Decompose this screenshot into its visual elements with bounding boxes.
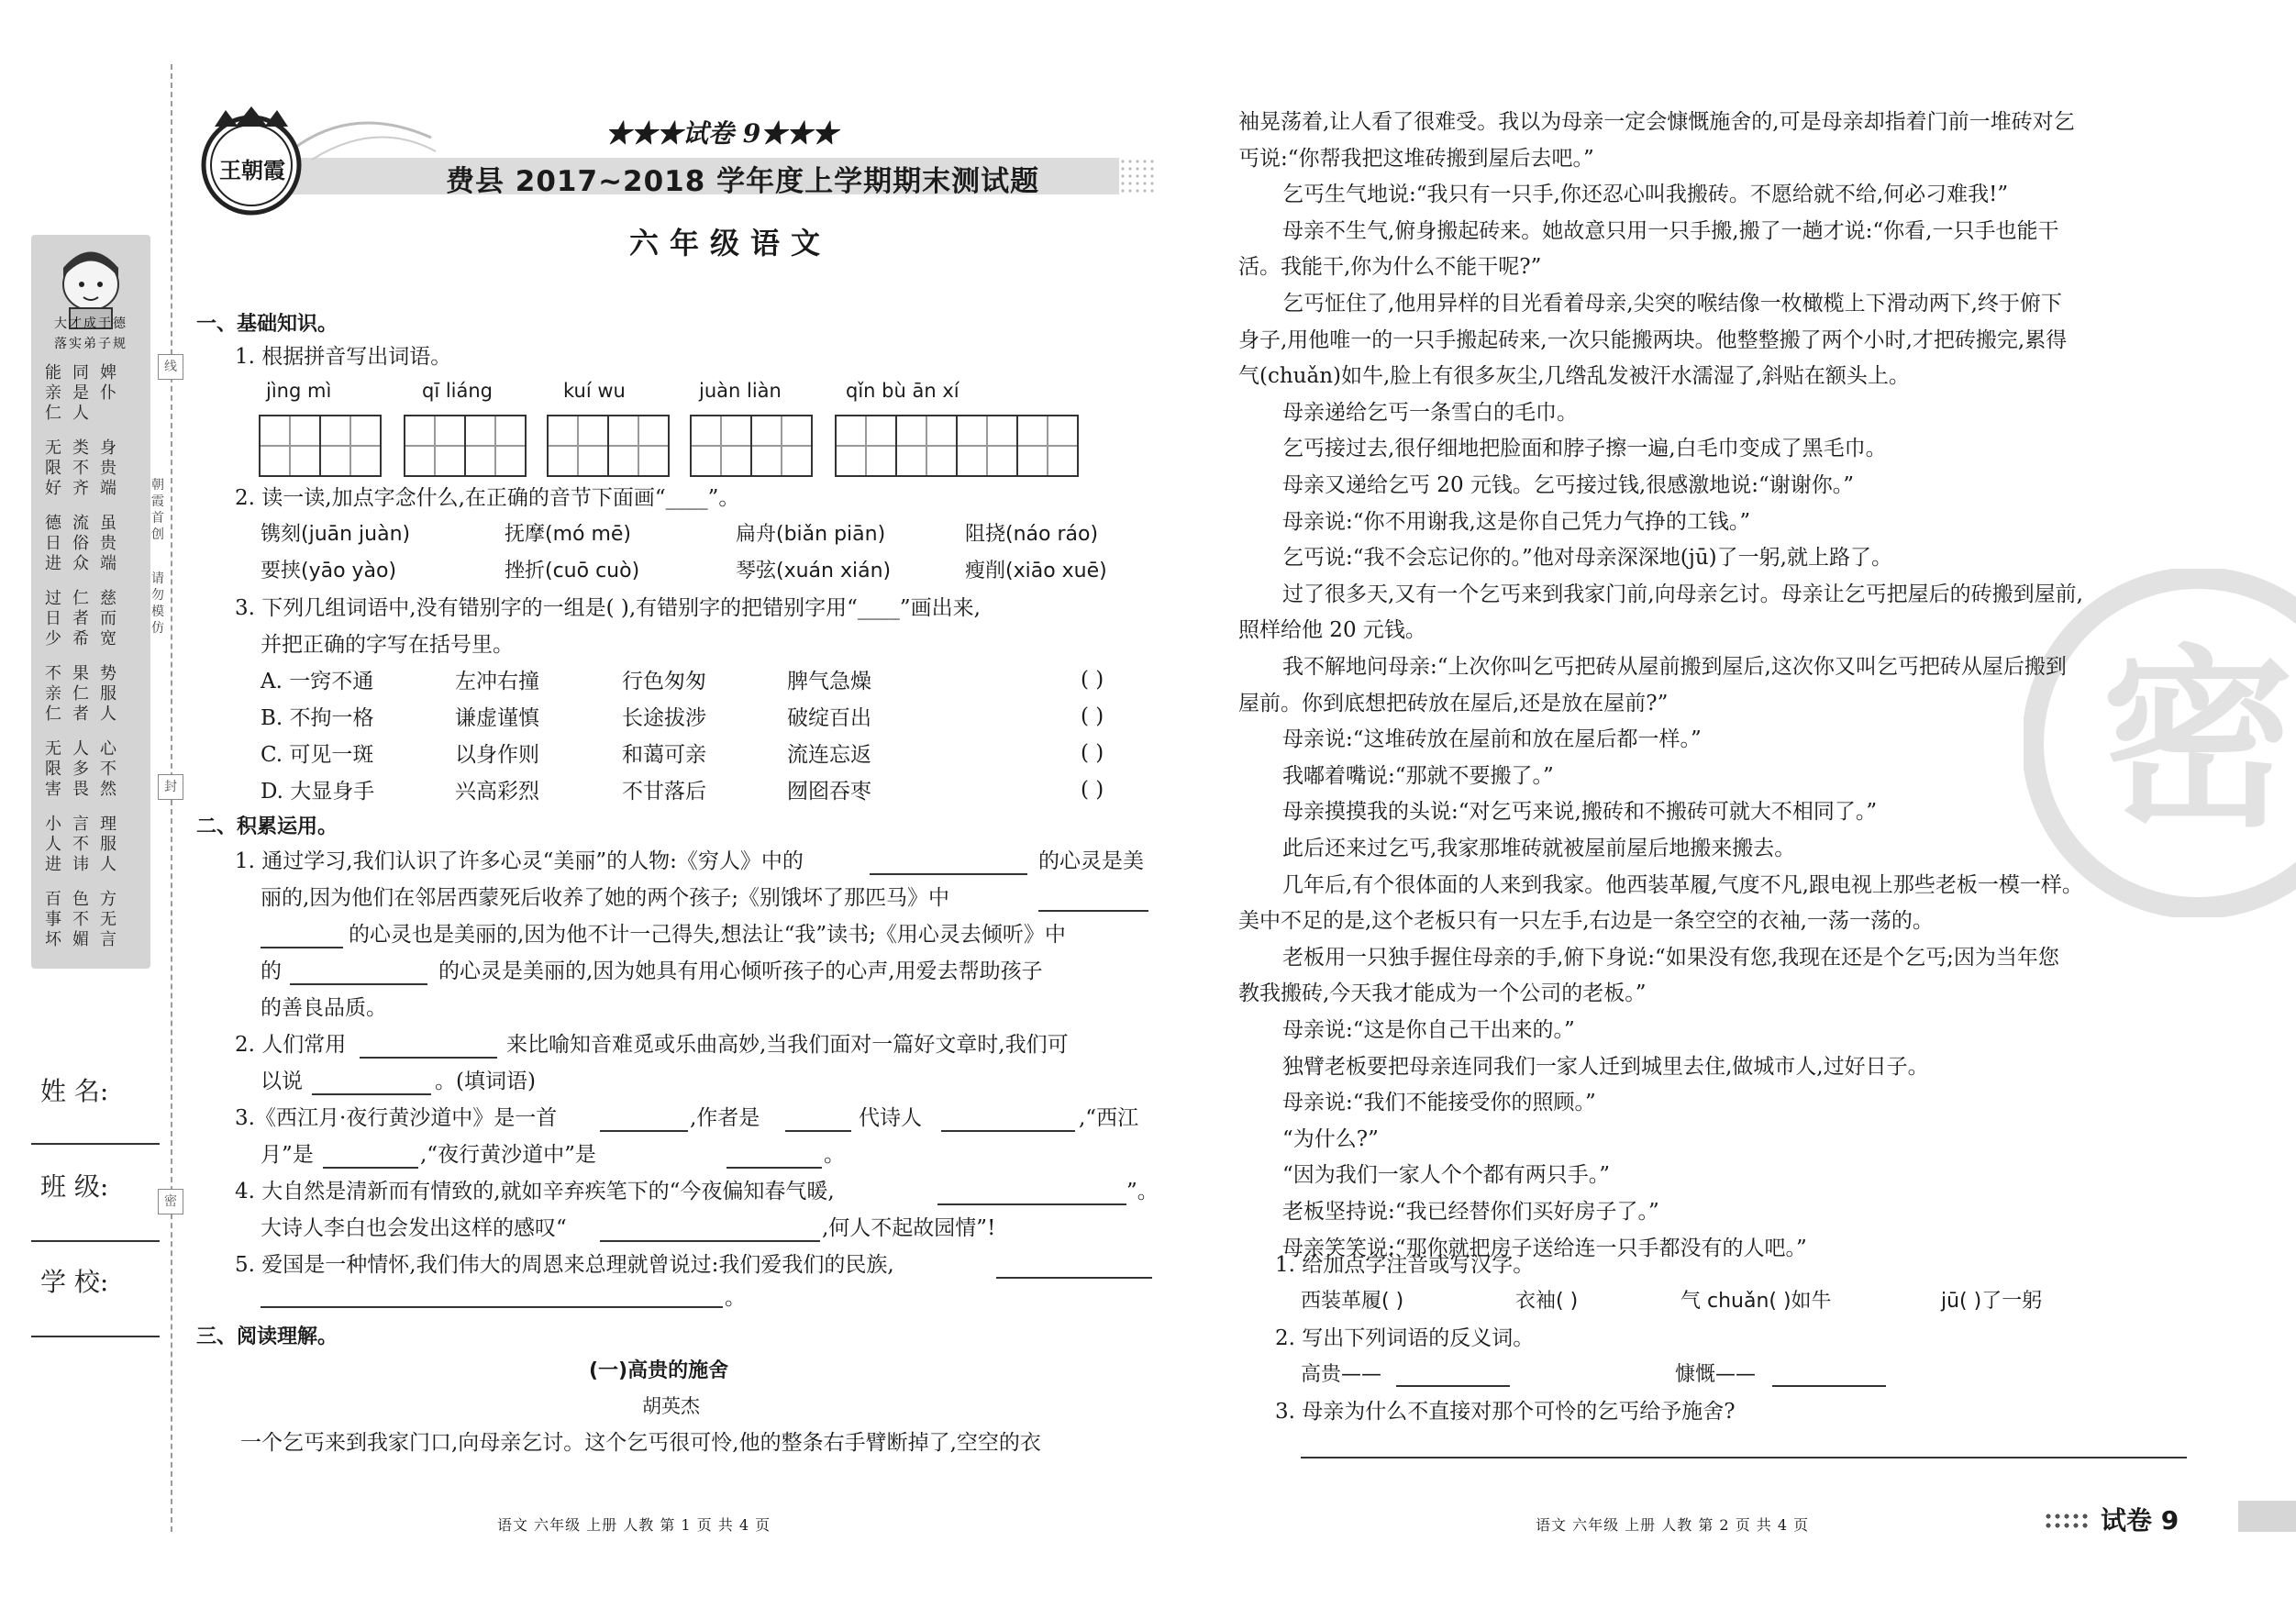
motto-top: 大才成于德 xyxy=(54,316,128,331)
q1-3-option-word: A. 一窍不通 xyxy=(261,670,374,693)
class-field[interactable] xyxy=(31,1240,160,1242)
section-2-title: 二、积累运用。 xyxy=(196,815,338,838)
q1-3-option-word: 不甘落后 xyxy=(622,780,706,804)
motto-column: 小人进 xyxy=(45,815,61,874)
binding-mark-line: 线 xyxy=(158,354,183,380)
q1-2-item-2[interactable]: 抚摩(mó mē) xyxy=(505,523,632,546)
reading-line: 母亲说:“我们不能接受你的照顾。” xyxy=(1282,1091,1596,1115)
reading-line: 丐说:“你帮我把这堆砖搬到屋后去吧。” xyxy=(1238,146,1594,171)
motto-column: 心不然 xyxy=(100,739,116,799)
pinyin-3: kuí wu xyxy=(563,380,626,402)
q2-1-line-c: 的心灵也是美丽的,因为他不计一己得失,想法让“我”读书;《用心灵去倾听》中 xyxy=(349,923,1066,947)
q1-3-option-word: 脾气急燥 xyxy=(787,670,871,693)
q2-1-line-d-start: 的 xyxy=(261,959,282,983)
q1-2-item-4[interactable]: 阻挠(náo ráo) xyxy=(965,523,1099,546)
motto-column: 仁者希 xyxy=(72,589,89,649)
q1-3-option-word: 左冲右撞 xyxy=(455,670,539,693)
q2-3-blank-5[interactable] xyxy=(727,1167,822,1169)
motto-column: 类不齐 xyxy=(72,438,89,498)
reading-line: 老板用一只独手握住母亲的手,俯下身说:“如果没有您,我现在还是个乞丐;因为当年您 xyxy=(1282,945,2059,970)
reading-title: (一)高贵的施舍 xyxy=(589,1359,729,1382)
reading-line: 老板坚持说:“我已经替你们买好房子了。” xyxy=(1282,1200,1659,1224)
q2-3-line-a-end: ,“西江 xyxy=(1079,1106,1139,1130)
reading-line: 袖晃荡着,让人看了很难受。我以为母亲一定会慷慨施舍的,可是母亲却指着门前一堆砖对乞 xyxy=(1238,110,2075,134)
reading-line: 乞丐说:“我不会忘记你的。”他对母亲深深地(jū)了一躬,就上路了。 xyxy=(1282,546,1892,571)
q2-1-line-a: 1. 通过学习,我们认识了许多心灵“美丽”的人物:《穷人》中的 xyxy=(235,849,804,873)
motto-column: 婢仆 xyxy=(100,363,116,403)
q2-1-blank-2a[interactable] xyxy=(1038,910,1148,912)
q2-3-blank-4[interactable] xyxy=(323,1167,418,1169)
r-q3-prompt: 3. 母亲为什么不直接对那个可怜的乞丐给予施舍? xyxy=(1275,1400,1736,1424)
motto-column: 方无言 xyxy=(100,890,116,949)
footer-page-1: 语文 六年级 上册 人教 第 1 页 共 4 页 xyxy=(497,1516,771,1534)
reading-line: 教我搬砖,今天我才能成为一个公司的老板。” xyxy=(1238,981,1647,1006)
q2-3-blank-1[interactable] xyxy=(600,1130,688,1132)
school-field[interactable] xyxy=(31,1336,160,1337)
section-3-title: 三、阅读理解。 xyxy=(196,1325,338,1348)
reading-line: 母亲不生气,俯身搬起砖来。她故意只用一只手搬,搬了一趟才说:“你看,一只手也能干 xyxy=(1282,218,2059,243)
motto-column: 百事坏 xyxy=(45,890,61,949)
section-1-title: 一、基础知识。 xyxy=(196,313,338,336)
q2-3-blank-2[interactable] xyxy=(785,1130,851,1132)
motto-column: 果仁者 xyxy=(72,664,89,724)
reading-line: “为什么?” xyxy=(1282,1126,1379,1151)
r-q1-item-2[interactable]: 衣袖( ) xyxy=(1515,1290,1579,1313)
q2-1-blank-1[interactable] xyxy=(870,873,1027,875)
motto-column: 过日少 xyxy=(45,589,61,649)
badge-dots xyxy=(2044,1512,2091,1530)
q2-5-blank-1[interactable] xyxy=(996,1277,1152,1279)
q2-2-line-b-end: 。(填词语) xyxy=(435,1070,536,1093)
class-label: 班 级: xyxy=(40,1171,109,1202)
q2-4-line-b: 大诗人李白也会发出这样的感叹“ xyxy=(261,1216,567,1240)
q1-2-item-7[interactable]: 琴弦(xuán xián) xyxy=(736,560,892,582)
q2-3-blank-3[interactable] xyxy=(941,1130,1075,1132)
publisher-logo xyxy=(194,101,314,220)
reading-line: 母亲说:“这是你自己干出来的。” xyxy=(1282,1018,1575,1042)
name-label: 姓 名: xyxy=(40,1076,109,1106)
r-q1-item-4[interactable]: jū( )了一躬 xyxy=(1941,1290,2043,1313)
q2-1-line-b: 丽的,因为他们在邻居西蒙死后收养了她的两个孩子;《别饿坏了那匹马》中 xyxy=(261,886,950,910)
reading-line: 气(chuǎn)如牛,脸上有很多灰尘,几绺乱发被汗水濡湿了,斜贴在额头上。 xyxy=(1238,364,1910,389)
subject-title: 六年级语文 xyxy=(629,226,832,261)
reading-line: 母亲又递给乞丐 20 元钱。乞丐接过钱,很感激地说:“谢谢你。” xyxy=(1282,473,1854,497)
q1-3-answer-paren[interactable]: ( ) xyxy=(1081,778,1104,802)
motto-column: 身贵端 xyxy=(100,438,116,498)
secret-seal-watermark xyxy=(2024,569,2296,917)
q2-2-line-b: 以说 xyxy=(261,1070,303,1093)
motto-bottom: 落实弟子规 xyxy=(54,337,128,351)
q2-1-line-e: 的善良品质。 xyxy=(261,996,387,1020)
q2-2-line-a-end: 来比喻知音难觅或乐曲高妙,当我们面对一篇好文章时,我们可 xyxy=(506,1033,1069,1057)
motto-column: 德日进 xyxy=(45,514,61,573)
q2-3-line-a: 3.《西江月·夜行黄沙道中》是一首 xyxy=(235,1106,558,1130)
reading-line: 美中不足的是,这个老板只有一只左手,右边是一条空空的衣袖,一荡一荡的。 xyxy=(1238,909,1934,934)
motto-column: 色不媚 xyxy=(72,890,89,949)
reading-line: 我不解地问母亲:“上次你叫乞丐把砖从屋前搬到屋后,这次你又叫乞丐把砖从屋后搬到 xyxy=(1282,655,2067,679)
reading-line: 几年后,有个很体面的人来到我家。他西装革履,气度不凡,跟电视上那些老板一模一样。 xyxy=(1282,872,2083,897)
q2-2-line-a: 2. 人们常用 xyxy=(235,1033,347,1057)
r-q2-item-b: 慷慨—— xyxy=(1675,1363,1757,1386)
reading-line: 乞丐生气地说:“我只有一只手,你还忍心叫我搬砖。不愿给就不给,何必刁难我!” xyxy=(1282,183,2009,207)
tianzige-3[interactable] xyxy=(547,415,670,477)
vertical-note-original: 朝霞首创 xyxy=(151,478,164,542)
q1-3-option-word: 以身作则 xyxy=(455,743,539,767)
exam-number: ★★★试卷 9★★★ xyxy=(605,118,838,149)
q2-1-blank-3[interactable] xyxy=(290,983,427,985)
reading-line: 母亲说:“你不用谢我,这是你自己凭力气挣的工钱。” xyxy=(1282,509,1751,534)
q2-1-blank-2b[interactable] xyxy=(261,947,343,948)
reading-line: 照样给他 20 元钱。 xyxy=(1238,618,1426,643)
school-label: 学 校: xyxy=(40,1267,109,1297)
svg-text:密: 密 xyxy=(2101,628,2295,853)
reading-author: 胡英杰 xyxy=(642,1395,700,1417)
q1-2-item-1[interactable]: 镌刻(juān juàn) xyxy=(261,523,411,546)
q1-3-option-word: 和蔼可亲 xyxy=(622,743,706,767)
logo-text: 王朝霞 xyxy=(219,157,285,183)
motto-column: 无限害 xyxy=(45,739,61,799)
motto-column: 能亲仁 xyxy=(45,363,61,423)
q1-3-option-word: 长途拔涉 xyxy=(622,706,706,730)
q1-3-option-word: 兴高彩烈 xyxy=(455,780,539,804)
q2-3-line-b-mid: ,“夜行黄沙道中”是 xyxy=(420,1143,596,1167)
q1-3-option-word: 囫囵吞枣 xyxy=(787,780,871,804)
motto-column: 同是人 xyxy=(72,363,89,423)
motto-column: 无限好 xyxy=(45,438,61,498)
r-q3-answer-line[interactable] xyxy=(1301,1457,2187,1458)
pinyin-5: qǐn bù ān xí xyxy=(846,380,959,402)
reading-line: 活。我能干,你为什么不能干呢?” xyxy=(1238,255,1542,280)
pinyin-4: juàn liàn xyxy=(699,380,782,402)
reading-line: 独臂老板要把母亲连同我们一家人迁到城里去住,做城市人,过好日子。 xyxy=(1282,1054,1929,1079)
q2-3-line-b-end: 。 xyxy=(824,1143,845,1167)
q2-5-blank-2[interactable] xyxy=(261,1306,723,1308)
q1-3-option-word: B. 不拘一格 xyxy=(261,706,374,730)
q1-2-item-3[interactable]: 扁舟(biǎn piān) xyxy=(736,523,886,546)
pinyin-2: qī liáng xyxy=(422,380,494,402)
q1-3-prompt-a: 3. 下列几组词语中,没有错别字的一组是( ),有错别字的把错别字用“____”画出来, xyxy=(235,596,981,620)
binding-mark-secret: 密 xyxy=(158,1189,183,1214)
q2-5-line-b-end: 。 xyxy=(725,1286,746,1310)
motto-column: 势服人 xyxy=(100,664,116,724)
r-q1-item-1[interactable]: 西装革履( ) xyxy=(1301,1290,1404,1313)
footer-page-2: 语文 六年级 上册 人教 第 2 页 共 4 页 xyxy=(1536,1516,1810,1534)
q1-2-item-6[interactable]: 挫折(cuō cuò) xyxy=(505,560,640,582)
r-q2-blank-a[interactable] xyxy=(1396,1385,1510,1387)
badge-bar xyxy=(2238,1501,2296,1532)
q2-1-line-d: 的心灵是美丽的,因为她具有用心倾听孩子的心声,用爱去帮助孩子 xyxy=(438,959,1043,983)
motto-column: 流俗众 xyxy=(72,514,89,573)
reading-line: “因为我们一家人个个都有两只手。” xyxy=(1282,1163,1611,1188)
reading-line: 乞丐接过去,很仔细地把脸面和脖子擦一遍,白毛巾变成了黑毛巾。 xyxy=(1282,437,1887,461)
motto-column: 人多畏 xyxy=(72,739,89,799)
motto-column: 慈而宽 xyxy=(100,589,116,649)
q2-2-blank-1[interactable] xyxy=(360,1057,497,1059)
r-q1-prompt: 1. 给加点字注音或写汉字。 xyxy=(1275,1253,1535,1277)
q1-3-answer-paren[interactable]: ( ) xyxy=(1081,741,1104,765)
q2-4-line-a: 4. 大自然是清新而有情致的,就如辛弃疾笔下的“今夜偏知春气暖, xyxy=(235,1180,835,1203)
exam-title: 费县 2017~2018 学年度上学期期末测试题 xyxy=(446,165,1040,198)
q2-4-blank-1[interactable] xyxy=(937,1203,1126,1205)
q1-3-option-word: 行色匆匆 xyxy=(622,670,706,693)
reading-line: 我嘟着嘴说:“那就不要搬了。” xyxy=(1282,763,1554,788)
r-q2-item-a: 高贵—— xyxy=(1301,1363,1382,1386)
name-field[interactable] xyxy=(31,1143,160,1145)
reading-line: 母亲笑笑说:“那你就把房子送给连一只手都没有的人吧。” xyxy=(1282,1236,1807,1260)
reading-line: 身子,用他唯一的一只手搬起砖来,一次只能搬两块。他整整搬了两个小时,才把砖搬完,累得 xyxy=(1238,327,2068,352)
motto-column: 言不讳 xyxy=(72,815,89,874)
motto-panel xyxy=(31,235,150,969)
q1-3-option-word: 破绽百出 xyxy=(787,706,871,730)
q1-3-option-word: D. 大显身手 xyxy=(261,780,375,804)
r-q2-prompt: 2. 写出下列词语的反义词。 xyxy=(1275,1326,1535,1350)
q2-3-line-b: 月”是 xyxy=(261,1143,314,1167)
q1-2-item-8[interactable]: 瘦削(xiāo xuē) xyxy=(965,560,1107,582)
reading-line: 母亲递给乞丐一条雪白的毛巾。 xyxy=(1282,400,1578,425)
q2-1-line-a-end: 的心灵是美 xyxy=(1038,849,1144,873)
q1-3-option-word: C. 可见一斑 xyxy=(261,743,374,767)
q2-2-blank-2[interactable] xyxy=(312,1093,431,1095)
q2-3-line-a-mid2: 代诗人 xyxy=(859,1106,922,1130)
q2-4-blank-2[interactable] xyxy=(600,1240,820,1242)
motto-column: 不亲仁 xyxy=(45,664,61,724)
exam-badge: 试卷 9 xyxy=(2101,1505,2180,1536)
q2-5-line-a: 5. 爱国是一种情怀,我们伟大的周恩来总理就曾说过:我们爱我们的民族, xyxy=(235,1253,894,1277)
reading-line: 母亲摸摸我的头说:“对乞丐来说,搬砖和不搬砖可就大不相同了。” xyxy=(1282,800,1878,825)
q1-2-prompt: 2. 读一读,加点字念什么,在正确的音节下面画“____”。 xyxy=(235,486,740,510)
q2-4-line-a-end: ”。 xyxy=(1126,1180,1159,1203)
r-q1-item-3[interactable]: 气 chuǎn( )如牛 xyxy=(1680,1290,1832,1313)
reading-line: 过了很多天,又有一个乞丐来到我家门前,向母亲乞讨。母亲让乞丐把屋后的砖搬到屋前, xyxy=(1282,582,2083,606)
binding-mark-seal: 封 xyxy=(158,774,183,800)
tianzige-4[interactable] xyxy=(690,415,813,477)
motto-column: 理服人 xyxy=(100,815,116,874)
title-band-dots xyxy=(1119,158,1156,194)
q1-3-answer-paren[interactable]: ( ) xyxy=(1081,668,1104,692)
tianzige-5[interactable] xyxy=(835,415,1079,477)
reading-line: 此后还来过乞丐,我家那堆砖就被屋前屋后地搬来搬去。 xyxy=(1282,837,1796,860)
q2-3-line-a-mid: ,作者是 xyxy=(690,1106,760,1130)
reading-line: 屋前。你到底想把砖放在屋后,还是放在屋前?” xyxy=(1238,691,1669,715)
reading-line: 母亲说:“这堆砖放在屋前和放在屋后都一样。” xyxy=(1282,727,1702,752)
pinyin-1: jìng mì xyxy=(266,380,332,402)
q1-1-prompt: 1. 根据拼音写出词语。 xyxy=(235,345,452,369)
q1-2-item-5[interactable]: 要挟(yāo yào) xyxy=(261,560,397,582)
motto-column: 虽贵端 xyxy=(100,514,116,573)
vertical-note-no-copy: 请勿模仿 xyxy=(151,571,164,636)
q1-3-option-word: 流连忘返 xyxy=(787,743,871,767)
reading-paragraph-1: 一个乞丐来到我家门口,向母亲乞讨。这个乞丐很可怜,他的整条右手臂断掉了,空空的衣 xyxy=(240,1431,1041,1455)
tianzige-1[interactable] xyxy=(259,415,382,477)
q1-3-option-word: 谦虚谨慎 xyxy=(455,706,539,730)
r-q2-blank-b[interactable] xyxy=(1772,1385,1886,1387)
q2-4-line-b-end: ,何人不起故园情”! xyxy=(822,1216,996,1240)
q1-3-prompt-b: 并把正确的字写在括号里。 xyxy=(261,633,514,657)
tianzige-2[interactable] xyxy=(404,415,527,477)
reading-line: 乞丐怔住了,他用异样的目光看着母亲,尖突的喉结像一枚橄榄上下滑动两下,终于俯下 xyxy=(1282,292,2062,316)
q1-3-answer-paren[interactable]: ( ) xyxy=(1081,704,1104,728)
